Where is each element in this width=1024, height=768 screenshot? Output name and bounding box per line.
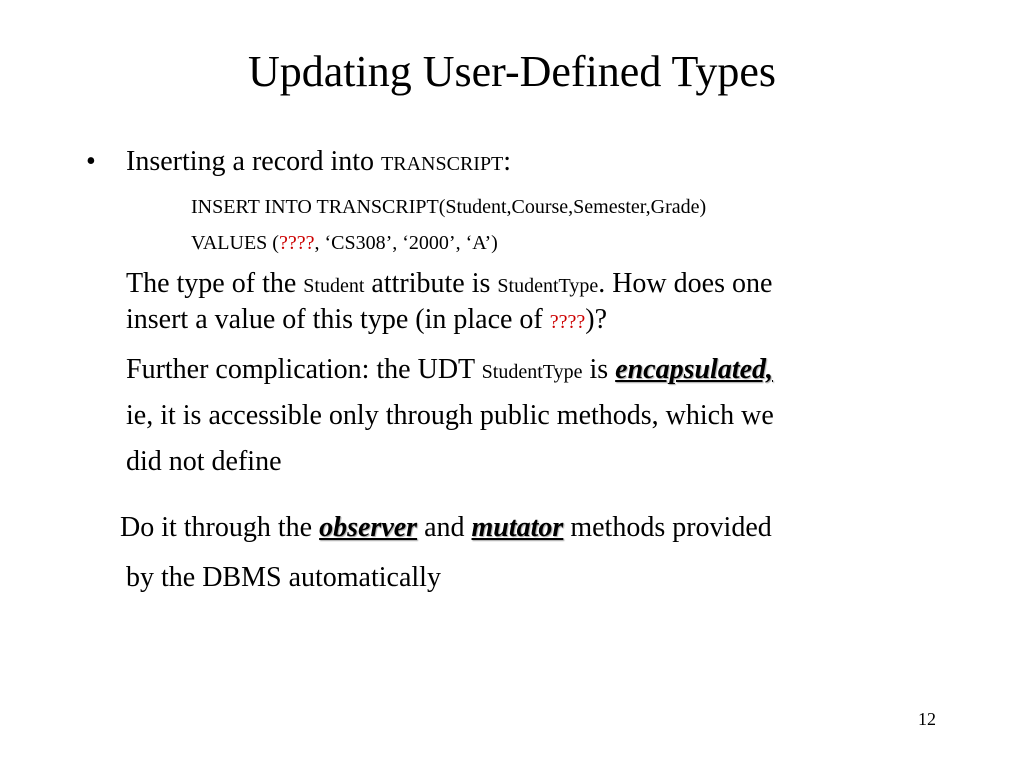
type-text-3: . How does one bbox=[598, 268, 773, 299]
mutator-term: mutator bbox=[471, 512, 564, 543]
type-placeholder: ???? bbox=[549, 311, 586, 333]
bullet-text-before: Inserting a record into bbox=[126, 146, 382, 177]
complication-line2: ie, it is accessible only through public methods, which we bbox=[126, 400, 774, 431]
student-type-label: StudentType bbox=[497, 275, 599, 297]
solution-text-3: methods provided bbox=[563, 512, 772, 543]
sql-placeholder: ???? bbox=[278, 232, 315, 254]
bullet-symbol: • bbox=[86, 146, 96, 177]
type-paragraph-line2 bbox=[126, 302, 607, 340]
type-text-2: attribute is bbox=[364, 268, 498, 299]
complication-text-1: Further complication: the UDT bbox=[126, 354, 482, 385]
solution-line2: by the DBMS automatically bbox=[126, 562, 441, 593]
complication-student-type: StudentType bbox=[481, 361, 583, 383]
sql-values-suffix: , ‘CS308’, ‘2000’, ‘A’) bbox=[314, 232, 498, 254]
type-paragraph-line1 bbox=[126, 266, 772, 304]
transcript-label: TRANSCRIPT bbox=[381, 153, 504, 175]
student-attr-label: Student bbox=[303, 275, 365, 297]
bullet-text bbox=[126, 144, 511, 182]
page-number: 12 bbox=[918, 709, 936, 729]
solution-text-2: and bbox=[417, 512, 472, 543]
sql-values-prefix: VALUES ( bbox=[191, 232, 279, 254]
complication-line3: did not define bbox=[126, 446, 282, 477]
type-line2-text-2: )? bbox=[585, 304, 608, 335]
slide-title: Updating User-Defined Types bbox=[248, 47, 776, 96]
solution-text-1: Do it through the bbox=[120, 512, 320, 543]
type-line2-text-1: insert a value of this type (in place of bbox=[126, 304, 550, 335]
bullet-colon: : bbox=[503, 146, 512, 177]
sql-values-line bbox=[191, 230, 498, 256]
complication-text-2: is bbox=[582, 354, 616, 385]
complication-line1 bbox=[126, 352, 773, 390]
encapsulated-term: encapsulated, bbox=[615, 354, 774, 385]
sql-insert-line: INSERT INTO TRANSCRIPT(Student,Course,Semester,Grade) bbox=[191, 196, 707, 218]
observer-term: observer bbox=[319, 512, 418, 543]
solution-line1 bbox=[120, 510, 772, 546]
type-text-1: The type of the bbox=[126, 268, 304, 299]
